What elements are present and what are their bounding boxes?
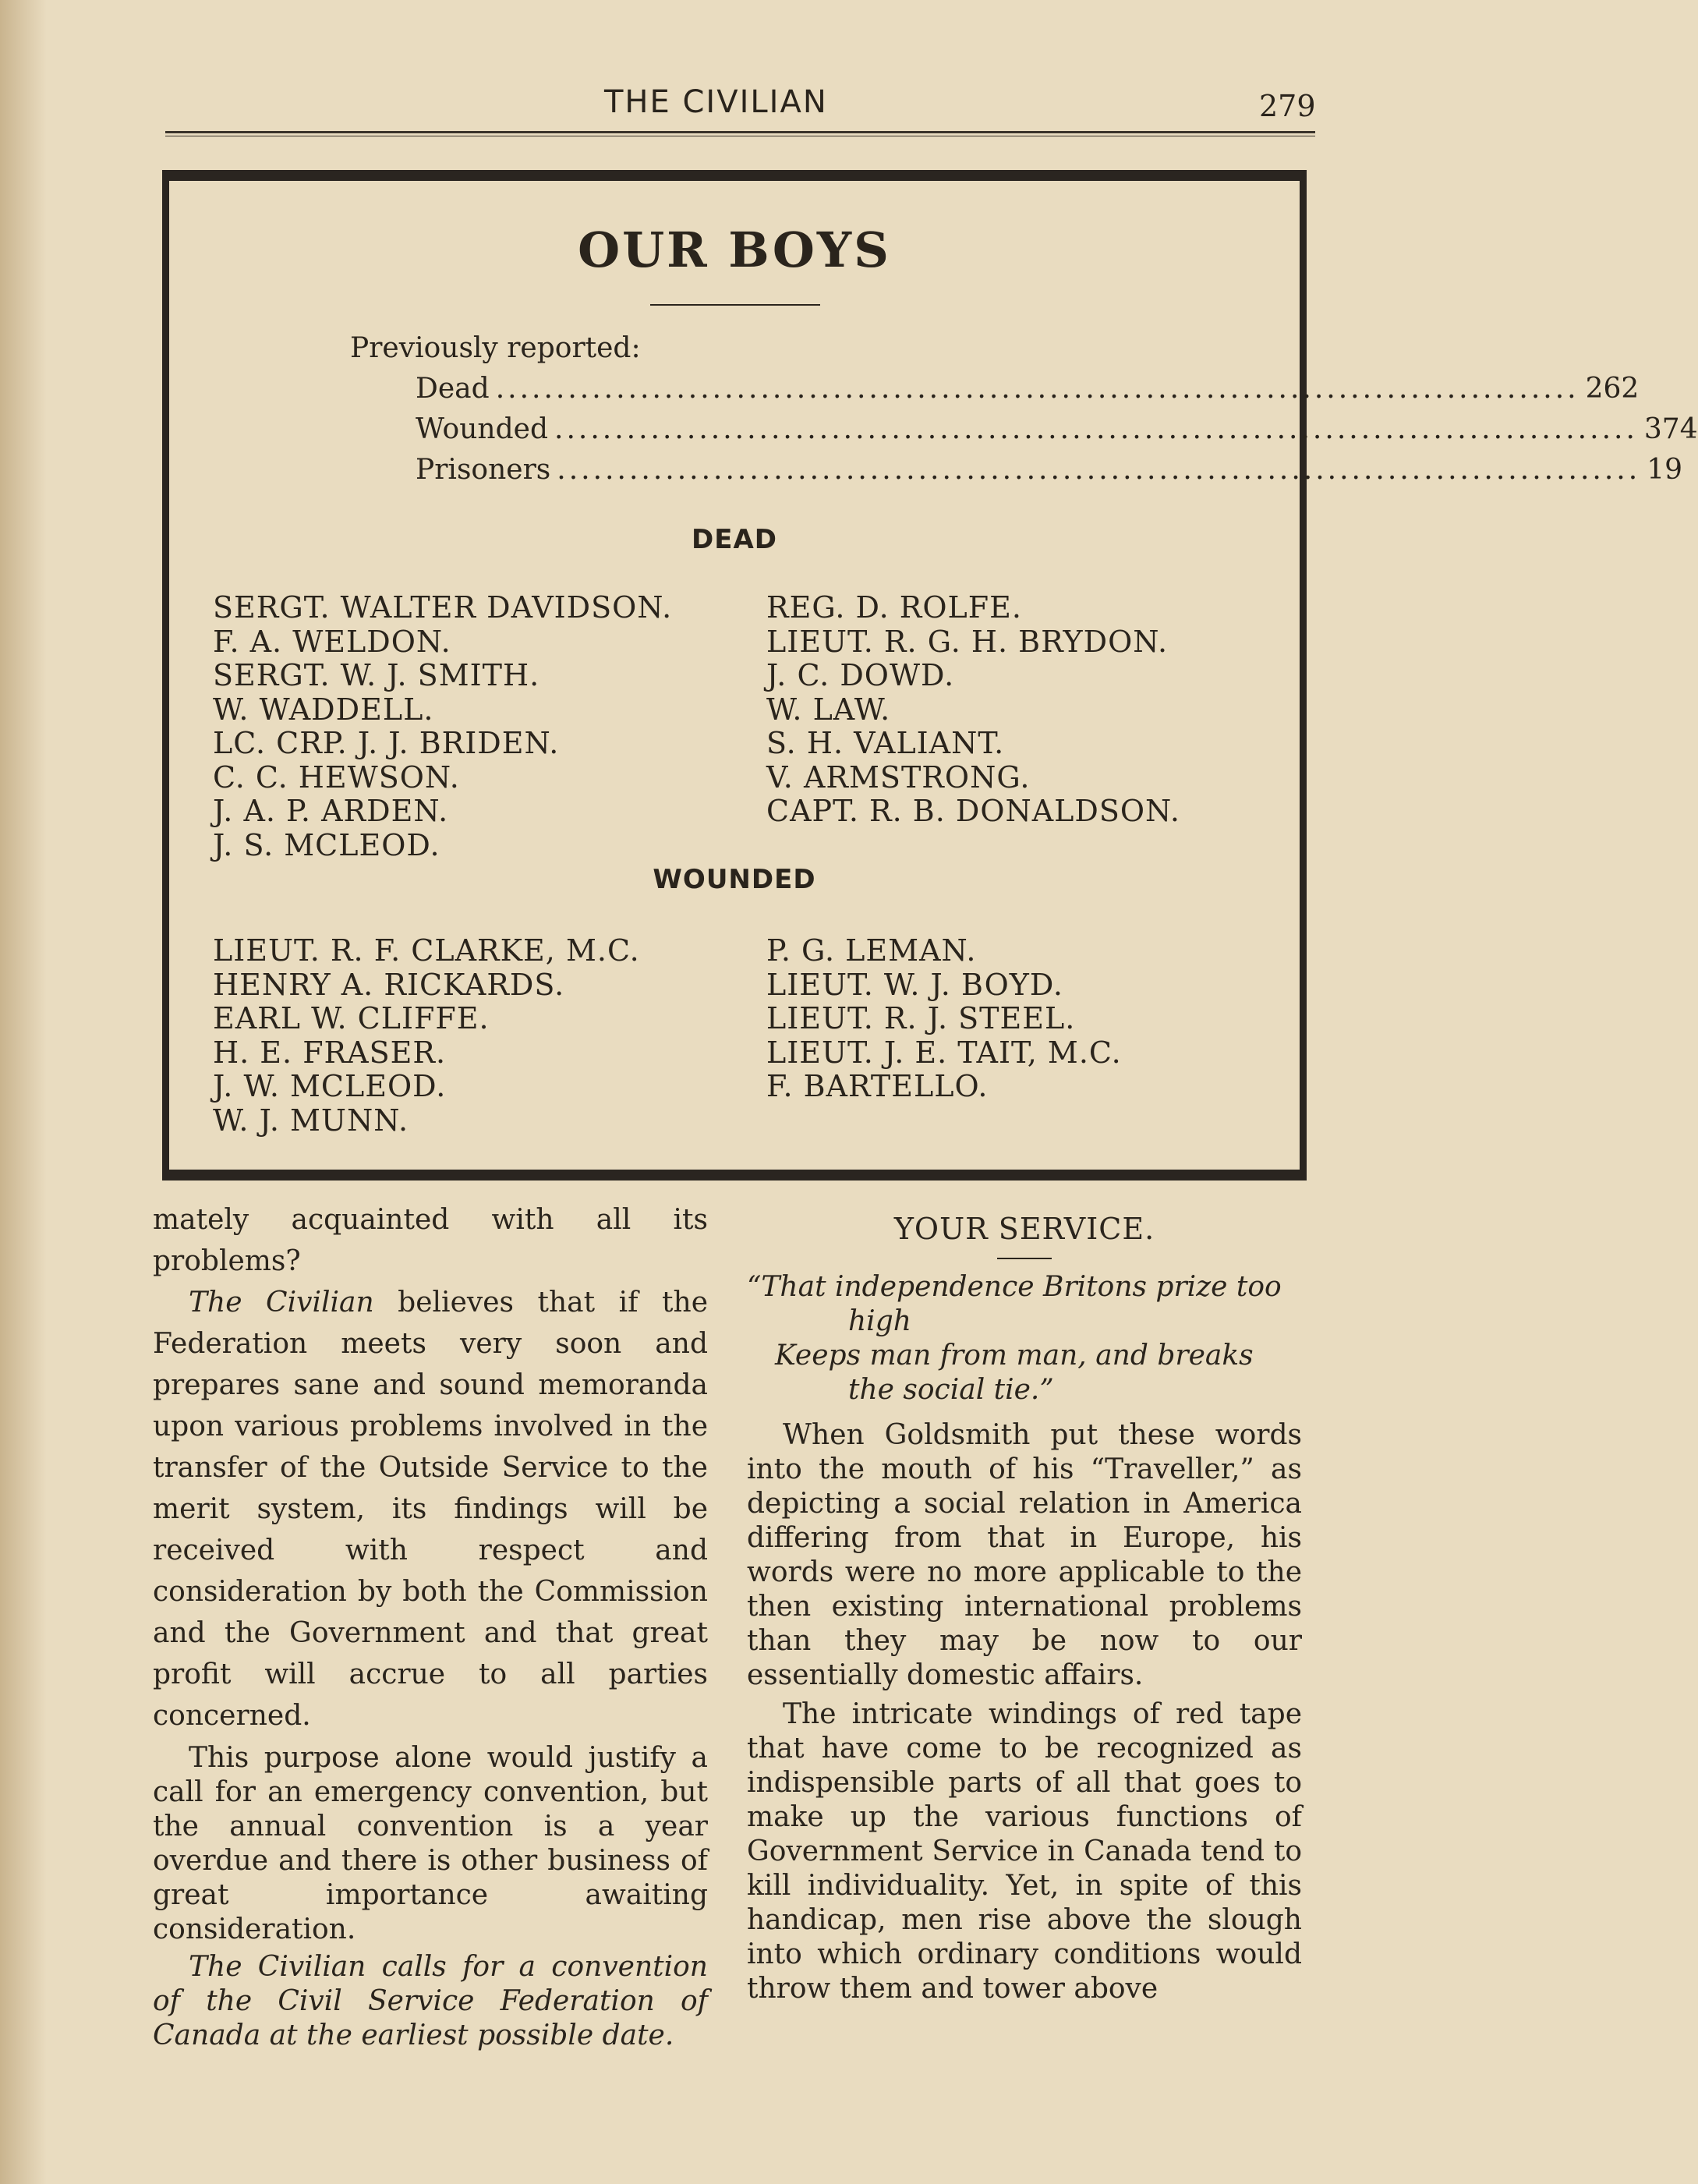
tally-label: Dead: [416, 373, 490, 405]
tally-row-prisoners: [416, 454, 1682, 493]
list-item: F. BARTELLO.: [766, 1069, 989, 1103]
paragraph: This purpose alone would justify a call for an emergency convention, but the annual convention is a year overdue and there is other business of great importance awaiting consideration.: [153, 1742, 708, 1945]
article-heading: YOUR SERVICE.: [893, 1212, 1155, 1246]
paragraph-call-to-action: The Civilian calls for a convention of the Civil Service Federation of Canada at the earliest possible date.: [153, 1951, 708, 2051]
leader-dots: ..........................................................................................: [554, 413, 1638, 445]
list-item: LIEUT. W. J. BOYD.: [766, 967, 1064, 1002]
paragraph: When Goldsmith put these words into the mouth of his “Traveller,” as depicting a social relation in America differing from that in Europe, his words were no more applicable to the then existing international problems than they may be now to our essentially domestic affairs.: [747, 1419, 1302, 1691]
our-boys-box: [162, 170, 1698, 1180]
right-article-column: [747, 1209, 1302, 2006]
list-item: W. J. MUNN.: [213, 1103, 409, 1138]
leader-dots: ..........................................................................................: [495, 373, 1579, 405]
tally-row-dead: [416, 373, 1640, 412]
header-rule: [165, 131, 1315, 136]
paragraph: [153, 1282, 708, 1736]
running-title: THE CIVILIAN: [604, 84, 828, 120]
paragraph: The intricate windings of red tape that have come to be recognized as indispensible parts of all that goes to make up the various functions of Government Service in Canada tend to kill individuality. Yet, in spite of this handicap, men rise above the slough into which ordinary conditions would throw them and tower above: [747, 1698, 1302, 2005]
dead-list-left: [213, 591, 672, 862]
publication-name: The Civilian: [189, 1287, 374, 1319]
tally-row-wounded: [416, 413, 1698, 452]
list-item: W. LAW.: [766, 692, 891, 727]
wounded-list-right: [766, 934, 1122, 1104]
list-item: V. ARMSTRONG.: [766, 759, 1031, 795]
list-item: S. H. VALIANT.: [766, 726, 1005, 760]
page-gutter-shadow: [0, 0, 47, 2184]
list-item: CAPT. R. B. DONALDSON.: [766, 794, 1180, 828]
leader-dots: ..........................................................................................: [557, 454, 1641, 486]
tally-value: 374: [1643, 413, 1698, 445]
tally-value: 19: [1647, 454, 1682, 486]
dead-heading: DEAD: [692, 524, 777, 555]
running-header: [0, 84, 1438, 131]
list-item: J. C. DOWD.: [766, 658, 955, 692]
list-item: LIEUT. R. G. H. BRYDON.: [766, 624, 1169, 659]
list-item: W. WADDELL.: [213, 692, 434, 727]
verse-quote: [747, 1270, 1302, 1407]
list-item: EARL W. CLIFFE.: [213, 1001, 490, 1035]
list-item: H. E. FRASER.: [213, 1035, 447, 1070]
list-item: SERGT. WALTER DAVIDSON.: [213, 590, 673, 625]
list-item: F. A. WELDON.: [213, 624, 451, 659]
verse-line: high: [848, 1305, 911, 1337]
list-item: LC. CRP. J. J. BRIDEN.: [213, 726, 560, 760]
title-rule: [650, 304, 820, 306]
list-item: SERGT. W. J. SMITH.: [213, 658, 540, 692]
tally-value: 262: [1585, 373, 1640, 405]
previously-reported-label: Previously reported:: [350, 332, 641, 364]
list-item: J. S. MCLEOD.: [213, 827, 440, 862]
list-item: J. A. P. ARDEN.: [213, 794, 449, 828]
paragraph-text: believes that if the Federation meets very soon and prepares sane and sound memoranda upon various problems involved in the transfer of the Outside Service to the merit system, its findings will be received with respect and consideration by both the Commission and the Government and that great profit will accrue to all parties concerned.: [153, 1287, 709, 1732]
list-item: LIEUT. R. J. STEEL.: [766, 1001, 1076, 1035]
list-item: LIEUT. J. E. TAIT, M.C.: [766, 1035, 1122, 1070]
tally-label: Prisoners: [416, 454, 551, 486]
list-item: LIEUT. R. F. CLARKE, M.C.: [213, 933, 640, 968]
tally-label: Wounded: [416, 413, 548, 445]
list-item: HENRY A. RICKARDS.: [213, 967, 565, 1002]
left-article-column: [153, 1199, 708, 2053]
dead-list-right: [766, 591, 1180, 829]
verse-line: Keeps man from man, and breaks: [775, 1340, 1254, 1372]
list-item: P. G. LEMAN.: [766, 933, 977, 968]
page-number: 279: [1259, 89, 1316, 123]
paragraph: mately acquainted with all its problems?: [153, 1204, 708, 1277]
list-item: C. C. HEWSON.: [213, 759, 460, 795]
list-item: J. W. MCLEOD.: [213, 1069, 447, 1103]
box-title: OUR BOYS: [578, 221, 891, 278]
heading-rule: [997, 1258, 1052, 1259]
wounded-heading: WOUNDED: [653, 864, 816, 895]
verse-line: “That independence Britons prize too: [747, 1271, 1282, 1303]
list-item: REG. D. ROLFE.: [766, 590, 1022, 625]
verse-line: the social tie.”: [848, 1374, 1054, 1406]
wounded-list-left: [213, 934, 640, 1138]
